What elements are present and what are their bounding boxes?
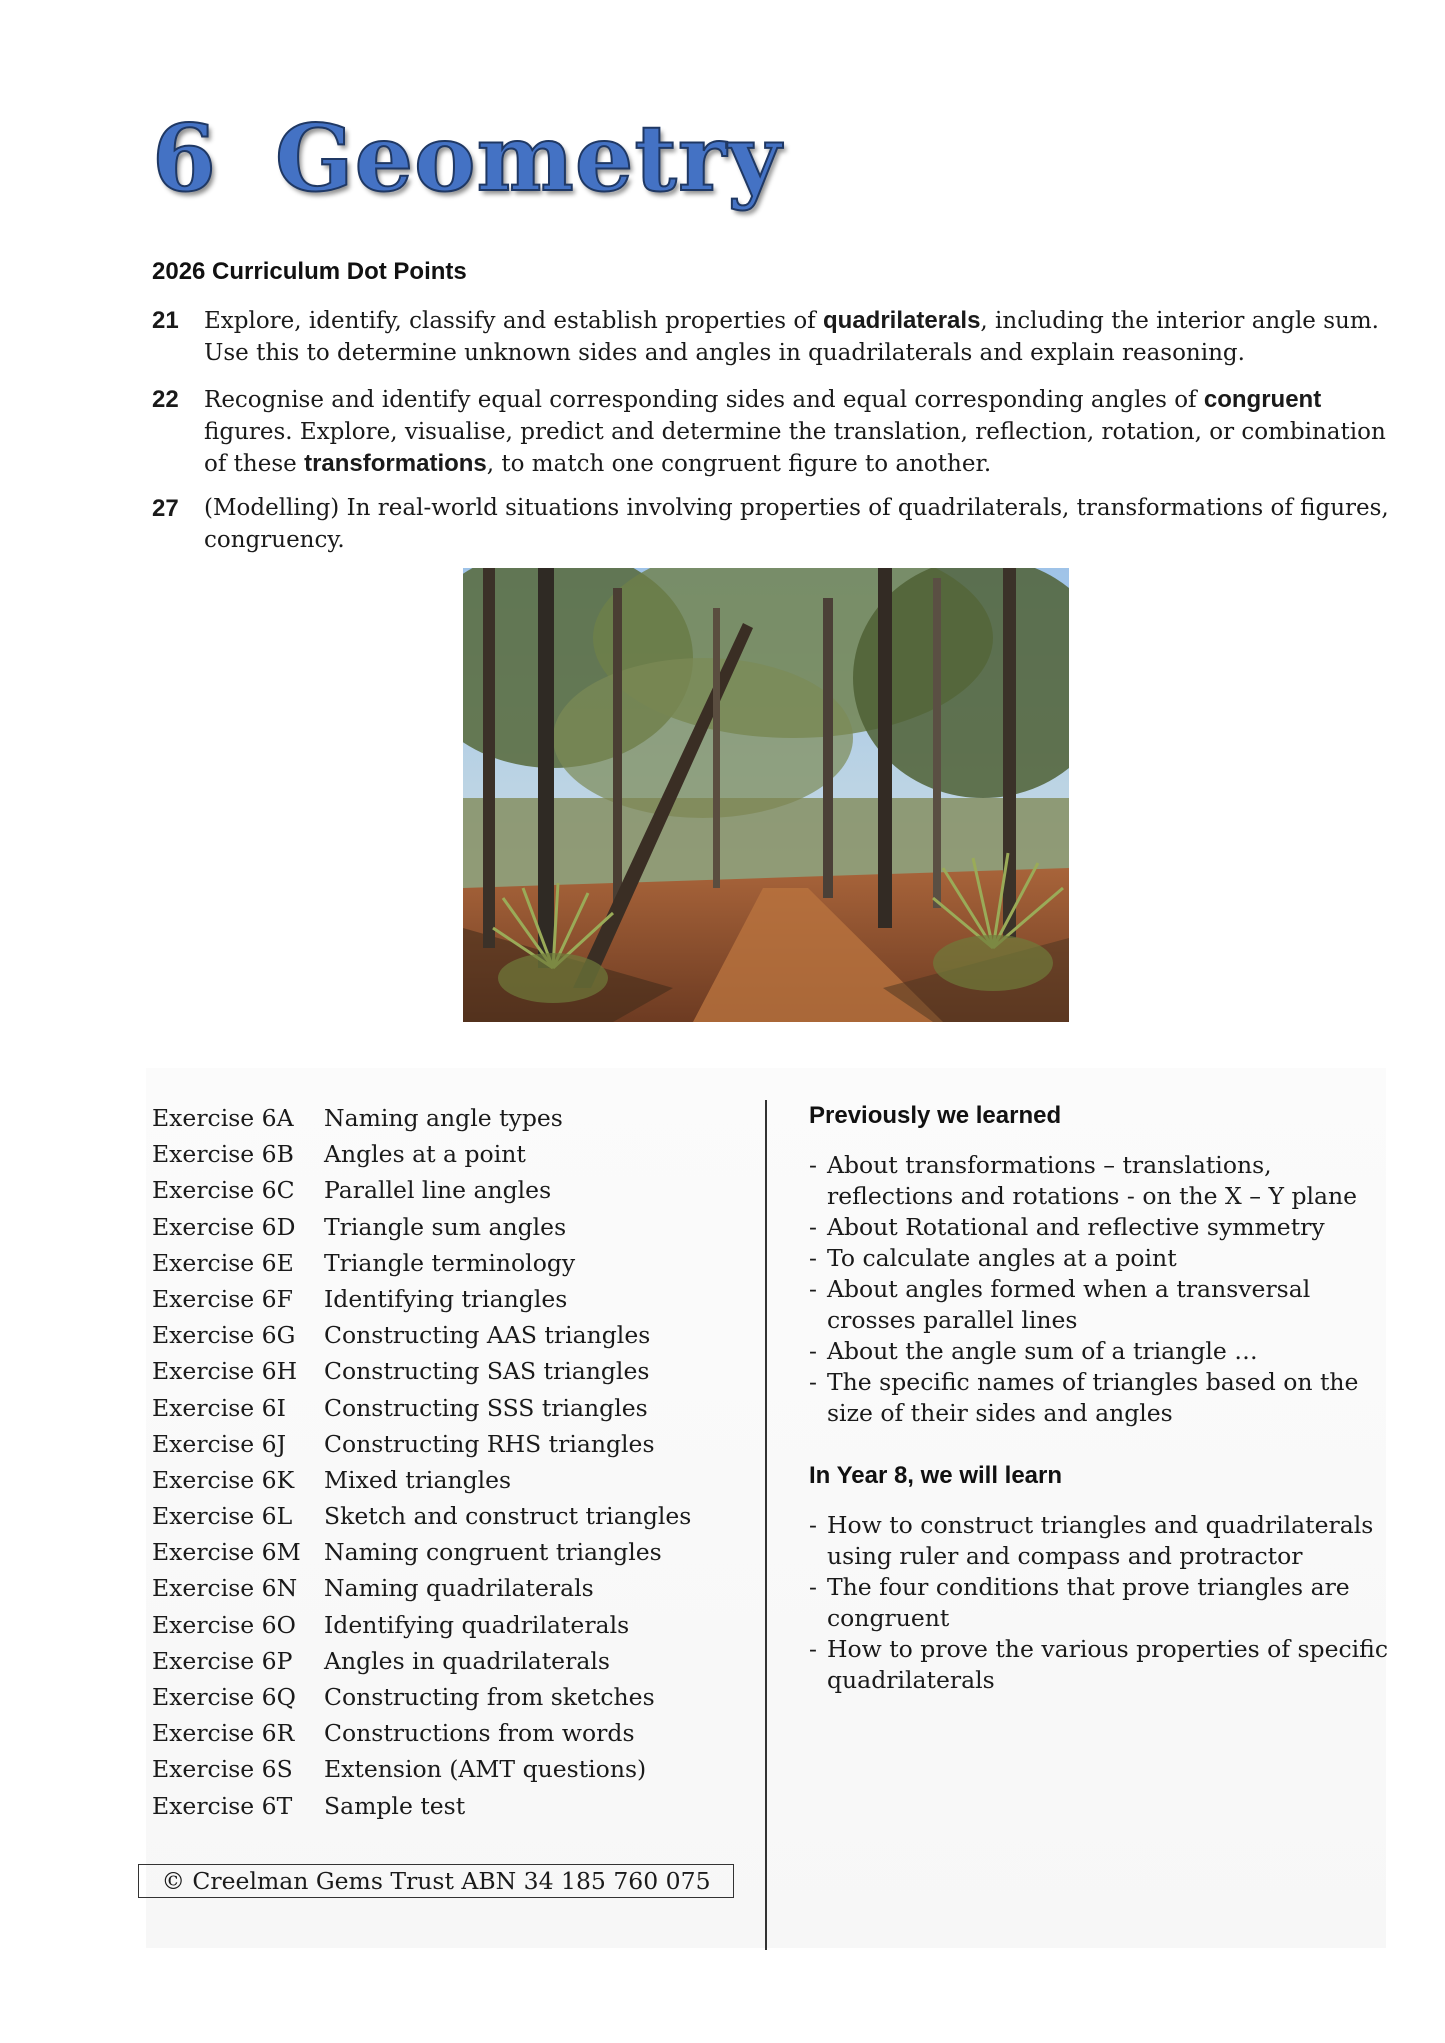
bush-track-photo: [463, 568, 1069, 1022]
column-divider: [765, 1100, 767, 1950]
exercise-item: [152, 1426, 732, 1462]
exercise-title: Naming quadrilaterals: [324, 1574, 594, 1603]
exercise-item: [152, 1245, 732, 1281]
year8-heading: In Year 8, we will learn: [809, 1462, 1063, 1489]
exercise-item: [152, 1751, 732, 1787]
learning-item: - About the angle sum of a triangle …: [809, 1336, 1389, 1367]
exercise-code: Exercise 6J: [152, 1429, 287, 1458]
exercise-title: Mixed triangles: [324, 1465, 512, 1494]
exercise-item: [152, 1715, 732, 1751]
exercise-code: Exercise 6T: [152, 1791, 293, 1820]
exercise-item: [152, 1209, 732, 1245]
dot-point-number: 21: [152, 307, 179, 334]
exercise-title: Sample test: [324, 1791, 466, 1820]
chapter-title: [152, 104, 782, 212]
exercise-title: Parallel line angles: [324, 1176, 552, 1205]
exercise-code: Exercise 6F: [152, 1284, 293, 1313]
exercise-code: Exercise 6H: [152, 1357, 298, 1386]
dot-point-text: Recognise and identify equal corresponding sides and equal corresponding angles of congruent figures. Explore, visualise, predict and determine the translation, reflection, rotation, or combination of these transformations, to match one congruent figure to another.: [204, 386, 1386, 477]
learning-item: - The specific names of triangles based on the size of their sides and angles: [809, 1367, 1389, 1429]
exercise-title: Constructing SSS triangles: [324, 1393, 648, 1422]
exercise-title: Naming congruent triangles: [324, 1538, 662, 1567]
learning-item: - About transformations – translations, reflections and rotations - on the X – Y plane: [809, 1150, 1389, 1212]
exercise-title: Angles at a point: [324, 1140, 526, 1169]
exercise-item: [152, 1462, 732, 1498]
exercise-code: Exercise 6E: [152, 1248, 294, 1277]
learning-item: - About Rotational and reflective symmetry: [809, 1212, 1389, 1243]
learning-item: - About angles formed when a transversal crosses parallel lines: [809, 1274, 1389, 1336]
exercise-item: [152, 1498, 732, 1534]
exercise-code: Exercise 6G: [152, 1321, 296, 1350]
exercise-list: [152, 1100, 732, 1824]
exercise-title: Constructions from words: [324, 1719, 635, 1748]
exercise-code: Exercise 6K: [152, 1465, 295, 1494]
exercise-code: Exercise 6D: [152, 1212, 296, 1241]
exercise-title: Constructing AAS triangles: [324, 1321, 651, 1350]
exercise-title: Extension (AMT questions): [324, 1755, 647, 1784]
dot-point-22: [152, 384, 1392, 480]
exercise-item: [152, 1570, 732, 1606]
dot-point-27: [152, 493, 1392, 557]
exercise-title: Triangle sum angles: [324, 1212, 567, 1241]
exercise-title: Angles in quadrilaterals: [324, 1646, 610, 1675]
learning-item: - How to construct triangles and quadrilaterals using ruler and compass and protractor: [809, 1510, 1389, 1572]
exercise-item: [152, 1172, 732, 1208]
exercise-title: Constructing RHS triangles: [324, 1429, 655, 1458]
exercise-item: [152, 1390, 732, 1426]
exercise-code: Exercise 6S: [152, 1755, 293, 1784]
exercise-item: [152, 1136, 732, 1172]
exercise-item: [152, 1317, 732, 1353]
curriculum-heading: 2026 Curriculum Dot Points: [152, 258, 467, 285]
exercise-title: Identifying triangles: [324, 1284, 568, 1313]
exercise-title: Constructing SAS triangles: [324, 1357, 650, 1386]
dot-point-21: [152, 305, 1392, 369]
exercise-code: Exercise 6I: [152, 1393, 286, 1422]
chapter-name: Geometry: [275, 104, 782, 212]
exercise-item: [152, 1607, 732, 1643]
exercise-title: Naming angle types: [324, 1104, 563, 1132]
exercise-item: [152, 1679, 732, 1715]
exercise-code: Exercise 6C: [152, 1176, 295, 1205]
exercise-code: Exercise 6P: [152, 1646, 293, 1675]
exercise-code: Exercise 6N: [152, 1574, 298, 1603]
previously-learned-heading: Previously we learned: [809, 1102, 1062, 1129]
exercise-code: Exercise 6O: [152, 1610, 296, 1639]
dot-point-text: Explore, identify, classify and establish properties of quadrilaterals, including the interior angle sum. Use this to determine unknown sides and angles in quadrilaterals and explain reasoning.: [204, 307, 1379, 366]
exercise-title: Triangle terminology: [324, 1248, 576, 1277]
learning-item: - How to prove the various properties of specific quadrilaterals: [809, 1634, 1389, 1696]
exercise-item: [152, 1788, 732, 1824]
chapter-number: 6: [152, 104, 218, 212]
exercise-code: Exercise 6Q: [152, 1683, 296, 1711]
learning-item: - To calculate angles at a point: [809, 1243, 1389, 1274]
copyright-notice: © Creelman Gems Trust ABN 34 185 760 075: [138, 1864, 734, 1898]
previously-learned-list: [809, 1150, 1389, 1429]
exercise-item: [152, 1100, 732, 1136]
exercise-item: [152, 1281, 732, 1317]
learning-item: - The four conditions that prove triangles are congruent: [809, 1572, 1389, 1634]
exercise-title: Sketch and construct triangles: [324, 1502, 692, 1531]
exercise-code: Exercise 6R: [152, 1719, 295, 1748]
dot-point-text: (Modelling) In real-world situations involving properties of quadrilaterals, transformations of figures, congruency.: [204, 495, 1389, 553]
exercise-code: Exercise 6M: [152, 1538, 301, 1567]
exercise-item: [152, 1353, 732, 1389]
exercise-code: Exercise 6A: [152, 1104, 294, 1132]
year8-list: [809, 1510, 1389, 1696]
exercise-code: Exercise 6B: [152, 1140, 294, 1169]
exercise-code: Exercise 6L: [152, 1502, 293, 1531]
exercise-title: Constructing from sketches: [324, 1683, 655, 1711]
exercise-title: Identifying quadrilaterals: [324, 1610, 630, 1639]
exercise-item: [152, 1643, 732, 1679]
dot-point-number: 27: [152, 495, 179, 522]
dot-point-number: 22: [152, 386, 179, 413]
exercise-item: [152, 1534, 732, 1570]
